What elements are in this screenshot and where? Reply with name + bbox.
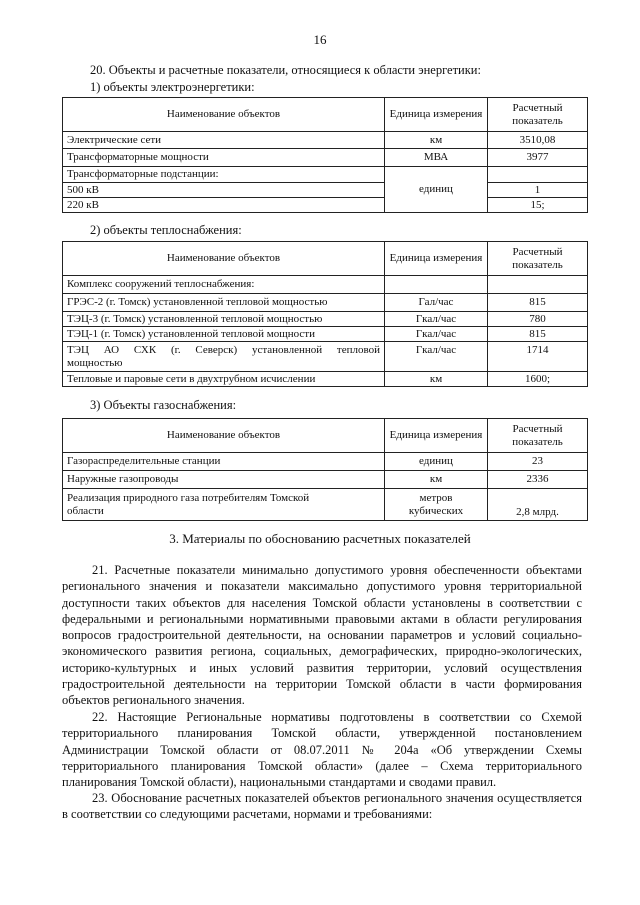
row-name: 220 кВ (63, 198, 385, 213)
row-value: 23 (488, 453, 588, 471)
header-value: Расчетный показатель (488, 242, 588, 276)
row-name: 500 кВ (63, 183, 385, 198)
table-row (63, 312, 588, 327)
paragraph-22: 22. Настоящие Региональные нормативы подготовлены в соответствии со Схемой территориального планирования Томской области, утвержденной постановлением Администрации Томской области от 08.07.2011 № 204а «Об утверждении Схемы территориального планирования Томской области» (далее – Схема территориального планирования Томской области), национальными стандартами и сводами правил. (62, 710, 582, 790)
row-value: 3510,08 (488, 132, 588, 149)
row-unit: км (385, 132, 488, 149)
table-row (63, 471, 588, 489)
group-name: Трансформаторные подстанции: (63, 167, 385, 183)
header-unit: Единица измерения (385, 98, 488, 132)
row-name: Тепловые и паровые сети в двухтрубном исчислении (63, 372, 385, 387)
table-row (63, 167, 588, 183)
table-header-row (63, 242, 588, 276)
group-name: Комплекс сооружений теплоснабжения: (63, 276, 385, 294)
row-unit (385, 489, 488, 521)
row-value: 815 (488, 294, 588, 312)
row-value: 2,8 млрд. (488, 489, 588, 521)
header-value: Расчетный показатель (488, 419, 588, 453)
table-header-row (63, 419, 588, 453)
table-gas (62, 418, 588, 521)
row-value: 1714 (488, 342, 588, 372)
row-name: Трансформаторные мощности (63, 149, 385, 167)
header-name: Наименование объектов (63, 419, 385, 453)
row-unit: Гкал/час (385, 327, 488, 342)
table-row (63, 342, 588, 372)
row-unit-line2: кубических (408, 504, 464, 517)
row-name: Наружные газопроводы (63, 471, 385, 489)
table-row (63, 372, 588, 387)
table-heat (62, 241, 588, 387)
row-unit: км (385, 372, 488, 387)
table-row (63, 149, 588, 167)
table-row (63, 327, 588, 342)
row-name (63, 342, 385, 372)
page-number: 16 (313, 32, 327, 47)
row-name-line2: мощностью (67, 356, 123, 369)
row-name (63, 489, 385, 521)
header-unit: Единица измерения (385, 242, 488, 276)
row-name: ТЭЦ-1 (г. Томск) установленной тепловой мощности (63, 327, 385, 342)
table-electricity (62, 97, 588, 213)
row-name: ГРЭС-2 (г. Томск) установленной тепловой мощностью (63, 294, 385, 312)
paragraph-23: 23. Обоснование расчетных показателей объектов регионального значения осуществляется в соответствии со следующими расчетами, нормами и требованиями: (62, 791, 582, 822)
row-unit: км (385, 471, 488, 489)
row-unit: Гкал/час (385, 312, 488, 327)
row-unit: МВА (385, 149, 488, 167)
table-row (63, 276, 588, 294)
paragraph-21: 21. Расчетные показатели минимально допустимого уровня обеспеченности объектами регионального значения и показатели максимально допустимого уровня территориальной доступности таких объектов для населения Томской области установлены в соответствии с федеральными и региональными нормативными правовыми актами в области регулирования вопросов градостроительной деятельности, на основании параметров и условий социально-экономического развития региона, социальных, демографических, природно-экологических, историко-культурных и иных условий развития территории, условий осуществления градостроительной деятельности на территории Томской области в части формирования объектов регионального значения. (62, 563, 582, 708)
row-value: 15; (488, 198, 588, 213)
subheading-gas: 3) Объекты газоснабжения: (90, 398, 237, 412)
row-value: 1600; (488, 372, 588, 387)
table-row (63, 294, 588, 312)
table-row (63, 198, 588, 213)
row-value: 2336 (488, 471, 588, 489)
row-unit: Гал/час (385, 294, 488, 312)
row-unit-line1: метров (419, 492, 453, 504)
header-name: Наименование объектов (63, 242, 385, 276)
table-row (63, 132, 588, 149)
row-value: 3977 (488, 149, 588, 167)
row-name-line1: Реализация природного газа потребителям Томской (67, 492, 310, 504)
subheading-heat: 2) объекты теплоснабжения: (90, 223, 242, 237)
row-name-line2: области (67, 504, 104, 517)
row-unit: Гкал/час (385, 342, 488, 372)
table-row (63, 453, 588, 471)
row-value: 815 (488, 327, 588, 342)
row-name-line1: ТЭЦ АО СХК (г. Северск) установленной тепловой (67, 344, 380, 356)
row-name: ТЭЦ-3 (г. Томск) установленной тепловой мощностью (63, 312, 385, 327)
row-name: Электрические сети (63, 132, 385, 149)
subheading-electro: 1) объекты электроэнергетики: (90, 80, 255, 94)
table-row (63, 183, 588, 198)
table-row (63, 489, 588, 521)
section-heading-20: 20. Объекты и расчетные показатели, относящиеся к области энергетики: (90, 63, 481, 77)
table-header-row (63, 98, 588, 132)
header-name: Наименование объектов (63, 98, 385, 132)
row-value: 780 (488, 312, 588, 327)
header-unit: Единица измерения (385, 419, 488, 453)
group-unit: единиц (385, 167, 488, 213)
section-title-3: 3. Материалы по обоснованию расчетных показателей (169, 531, 471, 546)
row-value: 1 (488, 183, 588, 198)
header-value: Расчетный показатель (488, 98, 588, 132)
row-unit: единиц (385, 453, 488, 471)
row-name: Газораспределительные станции (63, 453, 385, 471)
